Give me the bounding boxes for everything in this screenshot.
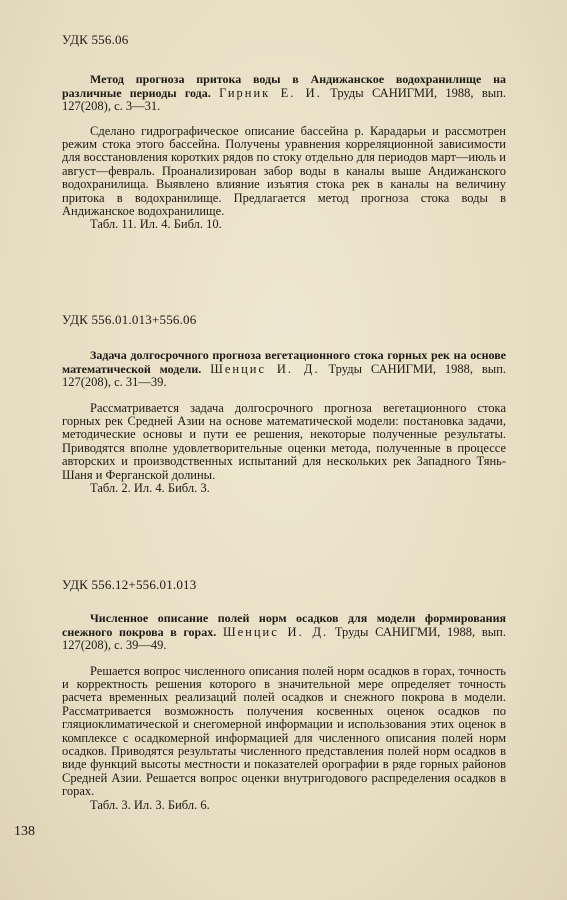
entry-source: Труды САНИГМИ, 1988, вып. 127(208), с. 39—49. [62, 624, 506, 652]
page-number: 138 [14, 824, 35, 839]
entry-source: Труды САНИГМИ, 1988, вып. 127(208), с. 31—39. [62, 361, 507, 389]
entry-heading [62, 73, 506, 114]
entry-title: Метод прогноза притока воды в Андижанское водохранилище на различные периоды года. [62, 72, 506, 100]
entry-author: Шенцис И. Д. [223, 624, 329, 639]
udk-code: УДК 556.01.013+556.06 [62, 312, 197, 327]
entry-abstract: Рассматривается задача долгосрочного прогноза вегетационного стока горных рек Средней Азии на основе математической модели: постановка задачи, методические основы и пути ее решения, некоторые полученные результаты. Приводятся вполне удовлетворительные оценки метода, полученные в процессе авторских и производственных испытаний для нескольких рек Западного Тянь-Шаня и Ферганской долины. [62, 400, 506, 482]
udk-code: УДК 556.06 [62, 32, 129, 47]
abstract-entry-2 [62, 312, 506, 495]
entry-heading [62, 349, 506, 390]
entry-author: Гирник Е. И. [219, 85, 322, 100]
abstract-entry-1 [62, 32, 506, 232]
abstract-entry-3 [62, 577, 506, 812]
entry-abstract: Сделано гидрографическое описание бассейна р. Карадарьи и рассмотрен режим стока этого бассейна. Получены уравнения корреляционной зависимости для восстановления коротких рядов по стоку отдельно для периодов март—июль и август—февраль. Проанализирован забор воды в каналы выше Андижанского водохранилища. Выявлено влияние изъятия стока рек в каналы на величину притока в водохранилище. Предлагается метод прогноза стока воды в Андижанское водохранилище. [62, 123, 506, 218]
entry-source: Труды САНИГМИ, 1988, вып. 127(208), с. 3—31. [62, 85, 507, 113]
entry-refs: Табл. 2. Ил. 4. Библ. 3. [90, 480, 210, 495]
udk-code: УДК 556.12+556.01.013 [62, 577, 197, 592]
entry-refs: Табл. 3. Ил. 3. Библ. 6. [90, 797, 210, 812]
entry-heading [62, 612, 506, 653]
entry-title: Численное описание полей норм осадков для модели формирования снежного покрова в горах. [62, 611, 506, 639]
entry-refs: Табл. 11. Ил. 4. Библ. 10. [90, 217, 222, 232]
entry-abstract: Решается вопрос численного описания полей норм осадков в горах, точность и корректность решения которого в значительной мере определяет точность расчета временных реализаций полей осадков и снежного покрова в модели. Рассматривается возможность получения косвенных оценок осадков по гляциоклиматической и снегомерной информации и использования этих оценок в комплексе с осадкомерной информацией для численного описания полей норм осадков. Приводятся результаты численного представления полей норм осадков в виде функций высоты местности и показателей орографии в ряде горных районов Средней Азии. Решается вопрос оценки внутригодового распределения осадков в горах. [62, 663, 506, 799]
entry-author: Шенцис И. Д. [210, 361, 320, 376]
entry-title: Задача долгосрочного прогноза вегетационного стока горных рек на основе математической модели. [62, 348, 506, 376]
